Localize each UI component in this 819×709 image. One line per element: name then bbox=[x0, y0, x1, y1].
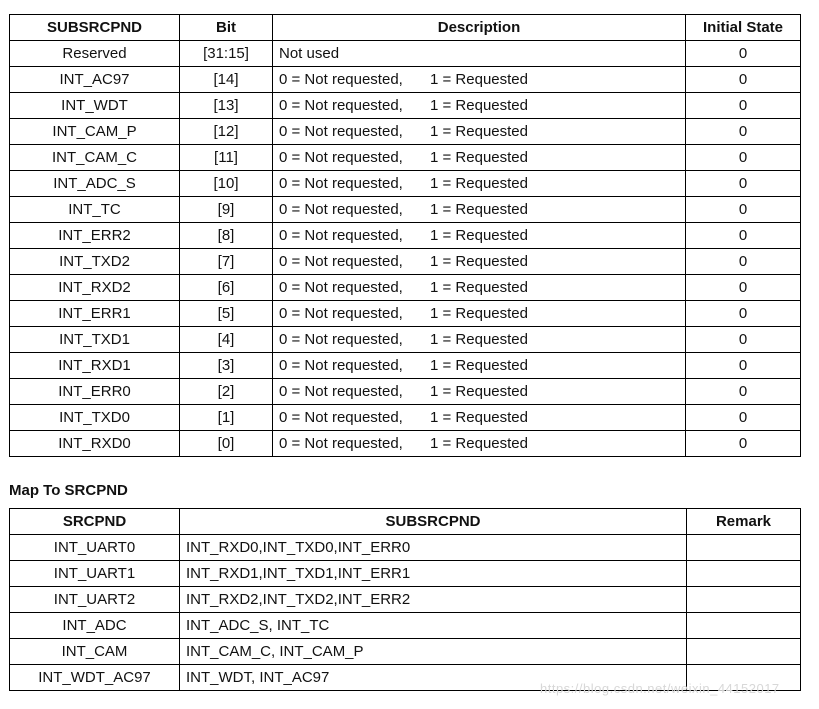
description-cell bbox=[273, 145, 686, 171]
table-row bbox=[10, 67, 801, 93]
initial-state-cell: 0 bbox=[686, 67, 801, 93]
bit-cell: [3] bbox=[180, 353, 273, 379]
register-name-cell: INT_ERR2 bbox=[10, 223, 180, 249]
table-row bbox=[10, 93, 801, 119]
table-row bbox=[10, 353, 801, 379]
initial-state-cell: 0 bbox=[686, 327, 801, 353]
table-row bbox=[10, 171, 801, 197]
bit-cell: [1] bbox=[180, 405, 273, 431]
register-name-cell: INT_TXD2 bbox=[10, 249, 180, 275]
table-row bbox=[10, 41, 801, 67]
initial-state-cell: 0 bbox=[686, 275, 801, 301]
column-header-bit: Bit bbox=[180, 15, 273, 41]
srcpnd-cell: INT_CAM bbox=[10, 639, 180, 665]
register-name-cell: INT_RXD2 bbox=[10, 275, 180, 301]
table-header-row bbox=[10, 509, 801, 535]
initial-state-cell: 0 bbox=[686, 197, 801, 223]
description-value-0: Not used bbox=[279, 45, 340, 62]
description-value-1: 1 = Requested bbox=[430, 201, 528, 218]
description-value-1: 1 = Requested bbox=[430, 383, 528, 400]
description-cell bbox=[273, 405, 686, 431]
table-row bbox=[10, 223, 801, 249]
bit-cell: [10] bbox=[180, 171, 273, 197]
register-name-cell: INT_TXD0 bbox=[10, 405, 180, 431]
register-name-cell: INT_RXD1 bbox=[10, 353, 180, 379]
register-name-cell: INT_RXD0 bbox=[10, 431, 180, 457]
description-cell bbox=[273, 119, 686, 145]
remark-cell bbox=[687, 535, 801, 561]
srcpnd-cell: INT_ADC bbox=[10, 613, 180, 639]
description-value-1: 1 = Requested bbox=[430, 331, 528, 348]
subsrcpnd-cell: INT_WDT, INT_AC97 bbox=[180, 665, 687, 691]
bit-cell: [4] bbox=[180, 327, 273, 353]
description-cell bbox=[273, 93, 686, 119]
initial-state-cell: 0 bbox=[686, 249, 801, 275]
description-value-0: 0 = Not requested, bbox=[279, 279, 403, 296]
map-to-srcpnd-table bbox=[9, 508, 801, 691]
initial-state-cell: 0 bbox=[686, 119, 801, 145]
remark-cell bbox=[687, 587, 801, 613]
initial-state-cell: 0 bbox=[686, 379, 801, 405]
description-value-0: 0 = Not requested, bbox=[279, 383, 403, 400]
description-cell bbox=[273, 275, 686, 301]
initial-state-cell: 0 bbox=[686, 171, 801, 197]
description-value-0: 0 = Not requested, bbox=[279, 149, 403, 166]
description-value-0: 0 = Not requested, bbox=[279, 123, 403, 140]
column-header-description: Description bbox=[273, 15, 686, 41]
subsrcpnd-register-table bbox=[9, 14, 801, 457]
bit-cell: [12] bbox=[180, 119, 273, 145]
description-value-1: 1 = Requested bbox=[430, 71, 528, 88]
column-header-initial-state: Initial State bbox=[686, 15, 801, 41]
description-value-1: 1 = Requested bbox=[430, 409, 528, 426]
description-value-1: 1 = Requested bbox=[430, 149, 528, 166]
watermark-url: https://blog.csdn.net/weixin_44152017 bbox=[540, 681, 780, 696]
description-value-1: 1 = Requested bbox=[430, 357, 528, 374]
subsrcpnd-cell: INT_RXD2,INT_TXD2,INT_ERR2 bbox=[180, 587, 687, 613]
register-name-cell: INT_WDT bbox=[10, 93, 180, 119]
description-value-0: 0 = Not requested, bbox=[279, 71, 403, 88]
description-value-0: 0 = Not requested, bbox=[279, 409, 403, 426]
bit-cell: [13] bbox=[180, 93, 273, 119]
register-name-cell: INT_ERR1 bbox=[10, 301, 180, 327]
description-cell bbox=[273, 41, 686, 67]
srcpnd-cell: INT_WDT_AC97 bbox=[10, 665, 180, 691]
description-value-1: 1 = Requested bbox=[430, 253, 528, 270]
table-row bbox=[10, 405, 801, 431]
register-name-cell: INT_CAM_P bbox=[10, 119, 180, 145]
description-cell bbox=[273, 67, 686, 93]
register-name-cell: Reserved bbox=[10, 41, 180, 67]
description-value-0: 0 = Not requested, bbox=[279, 175, 403, 192]
initial-state-cell: 0 bbox=[686, 223, 801, 249]
bit-cell: [0] bbox=[180, 431, 273, 457]
remark-cell bbox=[687, 639, 801, 665]
description-value-1: 1 = Requested bbox=[430, 305, 528, 322]
register-name-cell: INT_ADC_S bbox=[10, 171, 180, 197]
description-value-1: 1 = Requested bbox=[430, 435, 528, 452]
description-cell bbox=[273, 327, 686, 353]
srcpnd-cell: INT_UART2 bbox=[10, 587, 180, 613]
column-header-srcpnd: SRCPND bbox=[10, 509, 180, 535]
description-value-1: 1 = Requested bbox=[430, 227, 528, 244]
bit-cell: [6] bbox=[180, 275, 273, 301]
initial-state-cell: 0 bbox=[686, 405, 801, 431]
description-value-0: 0 = Not requested, bbox=[279, 253, 403, 270]
description-value-0: 0 = Not requested, bbox=[279, 227, 403, 244]
table-row bbox=[10, 249, 801, 275]
bit-cell: [7] bbox=[180, 249, 273, 275]
register-name-cell: INT_TC bbox=[10, 197, 180, 223]
register-name-cell: INT_AC97 bbox=[10, 67, 180, 93]
description-value-0: 0 = Not requested, bbox=[279, 331, 403, 348]
srcpnd-cell: INT_UART1 bbox=[10, 561, 180, 587]
description-value-1: 1 = Requested bbox=[430, 123, 528, 140]
table-row bbox=[10, 561, 801, 587]
description-cell bbox=[273, 379, 686, 405]
description-cell bbox=[273, 353, 686, 379]
column-header-subsrcpnd: SUBSRCPND bbox=[10, 15, 180, 41]
initial-state-cell: 0 bbox=[686, 41, 801, 67]
subsrcpnd-cell: INT_ADC_S, INT_TC bbox=[180, 613, 687, 639]
table-row bbox=[10, 301, 801, 327]
register-name-cell: INT_ERR0 bbox=[10, 379, 180, 405]
description-cell bbox=[273, 197, 686, 223]
table-row bbox=[10, 197, 801, 223]
initial-state-cell: 0 bbox=[686, 93, 801, 119]
description-value-0: 0 = Not requested, bbox=[279, 97, 403, 114]
subsrcpnd-cell: INT_CAM_C, INT_CAM_P bbox=[180, 639, 687, 665]
register-name-cell: INT_TXD1 bbox=[10, 327, 180, 353]
srcpnd-cell: INT_UART0 bbox=[10, 535, 180, 561]
bit-cell: [9] bbox=[180, 197, 273, 223]
description-value-0: 0 = Not requested, bbox=[279, 357, 403, 374]
table-row bbox=[10, 327, 801, 353]
description-value-1: 1 = Requested bbox=[430, 175, 528, 192]
description-value-0: 0 = Not requested, bbox=[279, 201, 403, 218]
bit-cell: [2] bbox=[180, 379, 273, 405]
remark-cell bbox=[687, 561, 801, 587]
bit-cell: [11] bbox=[180, 145, 273, 171]
bit-cell: [31:15] bbox=[180, 41, 273, 67]
description-cell bbox=[273, 249, 686, 275]
table-row bbox=[10, 145, 801, 171]
remark-cell bbox=[687, 613, 801, 639]
table-row bbox=[10, 613, 801, 639]
initial-state-cell: 0 bbox=[686, 301, 801, 327]
description-value-0: 0 = Not requested, bbox=[279, 435, 403, 452]
description-value-0: 0 = Not requested, bbox=[279, 305, 403, 322]
table-row bbox=[10, 587, 801, 613]
table-row bbox=[10, 275, 801, 301]
subsrcpnd-cell: INT_RXD0,INT_TXD0,INT_ERR0 bbox=[180, 535, 687, 561]
description-value-1: 1 = Requested bbox=[430, 279, 528, 296]
initial-state-cell: 0 bbox=[686, 353, 801, 379]
bit-cell: [5] bbox=[180, 301, 273, 327]
table-header-row bbox=[10, 15, 801, 41]
table-row bbox=[10, 379, 801, 405]
description-cell bbox=[273, 171, 686, 197]
table-row bbox=[10, 119, 801, 145]
column-header-subsrcpnd: SUBSRCPND bbox=[180, 509, 687, 535]
description-cell bbox=[273, 301, 686, 327]
description-value-1: 1 = Requested bbox=[430, 97, 528, 114]
table-row bbox=[10, 431, 801, 457]
subsrcpnd-cell: INT_RXD1,INT_TXD1,INT_ERR1 bbox=[180, 561, 687, 587]
register-name-cell: INT_CAM_C bbox=[10, 145, 180, 171]
description-cell bbox=[273, 223, 686, 249]
description-cell bbox=[273, 431, 686, 457]
column-header-remark: Remark bbox=[687, 509, 801, 535]
initial-state-cell: 0 bbox=[686, 145, 801, 171]
table-row bbox=[10, 639, 801, 665]
initial-state-cell: 0 bbox=[686, 431, 801, 457]
map-to-srcpnd-heading: Map To SRCPND bbox=[9, 482, 128, 499]
bit-cell: [14] bbox=[180, 67, 273, 93]
table-row bbox=[10, 535, 801, 561]
bit-cell: [8] bbox=[180, 223, 273, 249]
